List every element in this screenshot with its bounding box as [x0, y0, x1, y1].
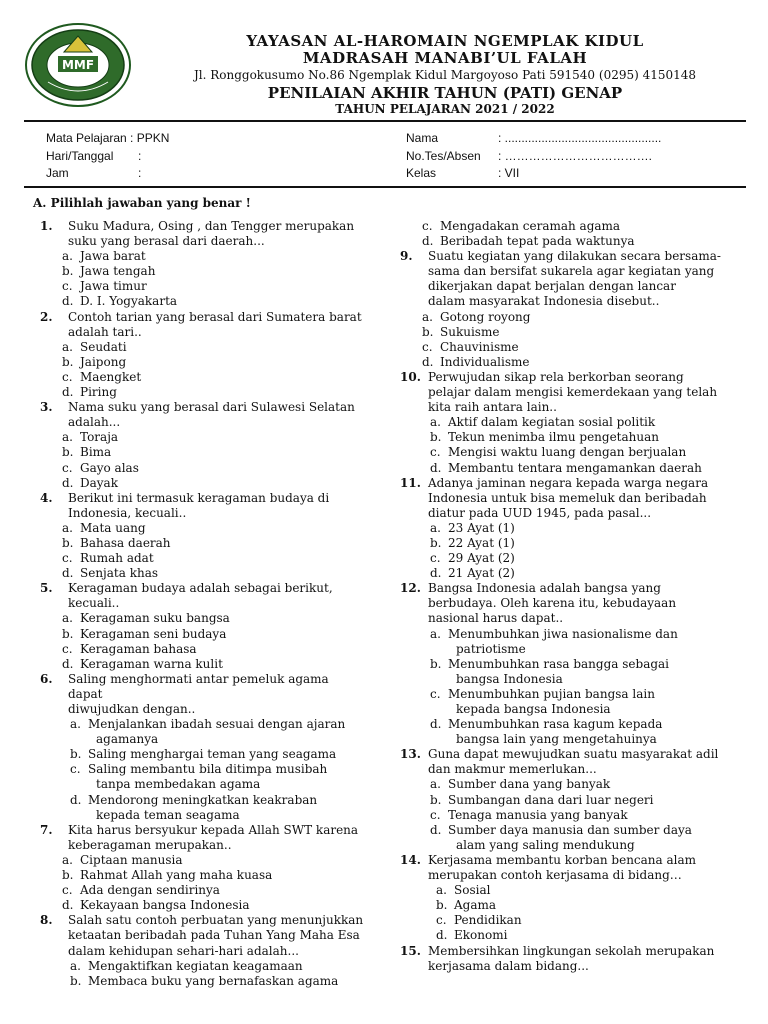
option-text: Keragaman seni budaya: [80, 626, 227, 641]
answer-option: [396, 898, 736, 913]
option-letter: d.: [430, 822, 442, 837]
question-stem: [396, 249, 736, 309]
question-number: 8.: [40, 913, 53, 928]
option-letter: c.: [430, 686, 441, 701]
option-continuation: bangsa lain yang mengetahuinya: [456, 732, 657, 747]
option-letter: a.: [430, 415, 441, 430]
questions-right-column: [396, 219, 736, 974]
question-item: [396, 219, 736, 249]
question-line: kita raih antara lain..: [428, 400, 557, 415]
option-text: Bima: [80, 445, 112, 460]
subject-value: PPKN: [136, 131, 170, 145]
option-text: Rumah adat: [80, 551, 154, 566]
option-text: Kekayaan bangsa Indonesia: [80, 898, 250, 913]
time-label: Jam: [46, 166, 69, 180]
option-letter: b.: [430, 656, 442, 671]
answer-option: [396, 687, 736, 702]
answer-option: [396, 536, 736, 551]
option-text: Menumbuhkan rasa kagum kepada: [448, 717, 663, 732]
question-line: Berikut ini termasuk keragaman budaya di: [68, 490, 330, 505]
option-text: Tekun menimba ilmu pengetahuan: [448, 430, 660, 445]
header-divider: [24, 120, 746, 122]
option-letter: a.: [430, 777, 441, 792]
option-text: Senjata khas: [80, 566, 159, 581]
exam-number-label: No.Tes/Absen: [406, 148, 481, 163]
question-item: [396, 747, 736, 853]
option-text: Menjalankan ibadah sesuai dengan ajaran: [88, 717, 346, 732]
option-text: Bahasa daerah: [80, 535, 171, 550]
option-text: Ciptaan manusia: [80, 852, 183, 867]
option-text: Jawa tengah: [80, 264, 156, 279]
question-number: 15.: [400, 943, 421, 958]
answer-option: [396, 928, 736, 943]
option-text: Aktif dalam kegiatan sosial politik: [448, 415, 656, 430]
option-letter: b.: [62, 868, 74, 883]
class-field: : VII: [498, 166, 520, 180]
question-line: diwujudkan dengan..: [68, 702, 196, 716]
option-text: Menumbuhkan jiwa nasionalisme dan: [448, 626, 678, 641]
answer-option: [396, 793, 736, 808]
option-letter: b.: [62, 535, 74, 550]
option-text: Saling membantu bila ditimpa musibah: [88, 762, 328, 777]
section-title: A. Pilihlah jawaban yang benar !: [33, 196, 251, 210]
option-text: Menumbuhkan rasa bangga sebagai: [448, 656, 670, 671]
option-letter: d.: [62, 385, 74, 400]
option-text: 22 Ayat (1): [448, 535, 515, 550]
option-text: 29 Ayat (2): [448, 551, 515, 566]
answer-option: [396, 461, 736, 476]
answer-option: [396, 777, 736, 792]
option-text: Keragaman warna kulit: [80, 656, 223, 671]
option-letter: d.: [62, 566, 74, 581]
option-letter: b.: [422, 324, 434, 339]
exam-number-field: : ……………………………….: [498, 148, 653, 163]
option-letter: b.: [62, 445, 74, 460]
option-letter: a.: [62, 611, 73, 626]
answer-option: [36, 476, 366, 491]
question-stem: [396, 370, 736, 415]
option-letter: b.: [70, 973, 82, 988]
answer-option: [36, 747, 366, 762]
answer-option: [396, 521, 736, 536]
answer-option: [36, 279, 366, 294]
question-item: [396, 249, 736, 370]
answer-option: [36, 853, 366, 868]
option-letter: c.: [62, 369, 73, 384]
option-letter: b.: [62, 626, 74, 641]
question-item: [396, 853, 736, 944]
question-item: [36, 581, 366, 672]
question-stem: [36, 672, 366, 717]
option-text: Ada dengan sendirinya: [80, 883, 220, 898]
question-number: 13.: [400, 747, 421, 762]
question-line: ketaatan beribadah pada Tuhan Yang Maha Esa: [68, 928, 360, 943]
academic-year: TAHUN PELAJARAN 2021 / 2022: [335, 102, 555, 116]
option-text: Gotong royong: [440, 309, 531, 324]
question-line: Salah satu contoh perbuatan yang menunjukkan: [68, 913, 364, 928]
option-letter: b.: [62, 354, 74, 369]
option-text: Jawa timur: [80, 279, 147, 294]
option-letter: d.: [62, 898, 74, 913]
option-letter: d.: [62, 294, 74, 309]
question-stem: [396, 581, 736, 626]
option-letter: c.: [62, 551, 73, 566]
question-line: dan makmur memerlukan...: [428, 762, 597, 777]
question-line: Suku Madura, Osing , dan Tengger merupakan: [68, 219, 355, 233]
answer-option: [396, 627, 736, 642]
option-text: Jawa barat: [80, 249, 146, 264]
question-number: 4.: [40, 490, 53, 505]
option-text: Dayak: [80, 475, 118, 490]
option-text: Mata uang: [80, 520, 146, 535]
answer-option: [36, 642, 366, 657]
student-info-block: [46, 131, 746, 184]
option-letter: c.: [422, 339, 433, 354]
option-text: Mengaktifkan kegiatan keagamaan: [88, 958, 303, 973]
option-letter: a.: [70, 717, 81, 732]
option-text: Sumber dana yang banyak: [448, 777, 611, 792]
question-stem: [396, 747, 736, 777]
option-letter: c.: [430, 551, 441, 566]
question-number: 10.: [400, 369, 421, 384]
class-label: Kelas: [406, 166, 437, 180]
answer-option: [36, 762, 366, 777]
question-line: Membersihkan lingkungan sekolah merupakan: [428, 943, 715, 958]
name-label: Nama: [406, 131, 439, 145]
option-letter: c.: [62, 883, 73, 898]
option-letter: b.: [430, 535, 442, 550]
question-line: dalam masyarakat Indonesia disebut..: [428, 294, 660, 309]
option-text: Toraja: [80, 430, 119, 445]
question-item: [396, 476, 736, 582]
option-text: Agama: [454, 898, 497, 913]
option-letter: a.: [62, 249, 73, 264]
option-letter: a.: [62, 339, 73, 354]
option-letter: d.: [422, 234, 434, 249]
date-label: Hari/Tanggal: [46, 148, 114, 163]
question-item: [36, 913, 366, 988]
question-line: Suatu kegiatan yang dilakukan secara bersama-: [428, 249, 721, 264]
answer-option: [36, 461, 366, 476]
option-letter: b.: [430, 430, 442, 445]
option-text: Membaca buku yang bernafaskan agama: [88, 973, 339, 988]
question-line: dikerjakan dapat berjalan dengan lancar: [428, 279, 676, 294]
name-field: : ...............................................: [498, 131, 662, 145]
question-line: dalam kehidupan sehari-hari adalah...: [68, 943, 299, 958]
school-logo: [24, 22, 132, 108]
date-separator: :: [138, 148, 142, 163]
option-text: Tenaga manusia yang banyak: [448, 807, 628, 822]
answer-option: [396, 340, 736, 355]
question-line: Nama suku yang berasal dari Sulawesi Selatan: [68, 400, 355, 415]
answer-option: [36, 898, 366, 913]
foundation-name: YAYASAN AL-HAROMAIN NGEMPLAK KIDUL: [246, 32, 644, 50]
option-letter: b.: [62, 264, 74, 279]
option-letter: c.: [62, 279, 73, 294]
question-line: Adanya jaminan negara kepada warga negara: [428, 475, 709, 490]
question-stem: [36, 913, 366, 958]
info-divider: [24, 186, 746, 188]
answer-option: [36, 521, 366, 536]
option-text: 23 Ayat (1): [448, 520, 515, 535]
option-text: Sumbangan dana dari luar negeri: [448, 792, 654, 807]
answer-option: [36, 340, 366, 355]
time-separator: :: [138, 166, 142, 180]
answer-option: [36, 627, 366, 642]
answer-option: [36, 611, 366, 626]
answer-option: [36, 264, 366, 279]
question-number: 3.: [40, 400, 53, 415]
option-continuation: alam yang saling mendukung: [456, 837, 635, 852]
answer-option: [36, 974, 366, 989]
option-letter: a.: [62, 852, 73, 867]
option-text: Saling menghargai teman yang seagama: [88, 747, 337, 762]
answer-option: [396, 566, 736, 581]
option-letter: a.: [422, 309, 433, 324]
answer-option: [36, 536, 366, 551]
answer-option: [396, 823, 736, 838]
option-text: Seudati: [80, 339, 127, 354]
question-stem: [36, 581, 366, 611]
option-continuation: bangsa Indonesia: [456, 671, 563, 686]
option-letter: b.: [436, 898, 448, 913]
question-stem: [396, 476, 736, 521]
option-letter: d.: [422, 354, 434, 369]
question-line: nasional harus dapat..: [428, 611, 564, 626]
question-line: suku yang berasal dari daerah...: [68, 234, 265, 249]
option-letter: b.: [430, 792, 442, 807]
option-letter: a.: [436, 883, 447, 898]
option-letter: a.: [430, 626, 441, 641]
option-letter: d.: [70, 792, 82, 807]
question-line: diatur pada UUD 1945, pada pasal...: [428, 505, 652, 520]
option-text: Pendidikan: [454, 913, 522, 928]
question-item: [36, 400, 366, 491]
answer-option: [396, 657, 736, 672]
option-letter: b.: [70, 747, 82, 762]
option-letter: c.: [422, 219, 433, 233]
question-stem: [36, 491, 366, 521]
option-letter: c.: [430, 445, 441, 460]
answer-option: [396, 325, 736, 340]
question-stem: [36, 400, 366, 430]
question-number: 9.: [400, 249, 413, 264]
option-text: Maengket: [80, 369, 142, 384]
subject-label: Mata Pelajaran : PPKN: [46, 131, 170, 145]
question-item: [396, 944, 736, 974]
option-continuation: patriotisme: [456, 641, 526, 656]
question-line: Perwujudan sikap rela berkorban seorang: [428, 369, 684, 384]
question-item: [36, 219, 366, 310]
school-address: Jl. Ronggokusumo No.86 Ngemplak Kidul Margoyoso Pati 591540 (0295) 4150148: [193, 68, 697, 82]
option-letter: d.: [62, 656, 74, 671]
option-letter: c.: [70, 762, 81, 777]
question-line: Guna dapat mewujudkan suatu masyarakat adil: [428, 747, 719, 762]
option-text: Mengadakan ceramah agama: [440, 219, 621, 233]
answer-option: [36, 883, 366, 898]
option-text: Chauvinisme: [440, 339, 519, 354]
question-stem: [36, 310, 366, 340]
answer-option: [396, 310, 736, 325]
question-line: Saling menghormati antar pemeluk agama dapat: [68, 671, 329, 701]
option-continuation: kepada teman seagama: [96, 807, 240, 822]
answer-option: [36, 657, 366, 672]
answer-option: [36, 355, 366, 370]
option-continuation: agamanya: [96, 732, 159, 747]
option-text: Sumber daya manusia dan sumber daya: [448, 822, 692, 837]
answer-option: [36, 793, 366, 808]
question-line: sama dan bersifat sukarela agar kegiatan yang: [428, 264, 715, 279]
question-line: berbudaya. Oleh karena itu, kebudayaan: [428, 596, 677, 611]
option-text: Gayo alas: [80, 460, 139, 475]
answer-option: [396, 445, 736, 460]
question-number: 12.: [400, 581, 421, 596]
answer-option: [396, 551, 736, 566]
answer-option: [36, 959, 366, 974]
question-item: [36, 823, 366, 914]
question-line: kecuali..: [68, 596, 120, 611]
question-line: kerjasama dalam bidang...: [428, 958, 589, 973]
question-number: 7.: [40, 822, 53, 837]
option-text: Rahmat Allah yang maha kuasa: [80, 868, 273, 883]
question-item: [396, 581, 736, 747]
option-letter: c.: [430, 807, 441, 822]
question-line: Kerjasama membantu korban bencana alam: [428, 852, 697, 867]
question-number: 11.: [400, 475, 421, 490]
question-line: Kita harus bersyukur kepada Allah SWT karena: [68, 822, 359, 837]
option-letter: d.: [430, 717, 442, 732]
option-text: Beribadah tepat pada waktunya: [440, 234, 635, 249]
answer-option: [36, 551, 366, 566]
question-number: 6.: [40, 671, 53, 686]
option-letter: d.: [436, 928, 448, 943]
option-text: Keragaman suku bangsa: [80, 611, 230, 626]
option-letter: c.: [62, 460, 73, 475]
option-text: Menumbuhkan pujian bangsa lain: [448, 686, 655, 701]
option-letter: d.: [430, 460, 442, 475]
question-number: 2.: [40, 309, 53, 324]
logo-text: MMF: [61, 58, 95, 72]
answer-option: [396, 355, 736, 370]
answer-option: [396, 219, 736, 234]
option-text: Sukuisme: [440, 324, 500, 339]
option-continuation: kepada bangsa Indonesia: [456, 702, 611, 716]
option-text: Mengisi waktu luang dengan berjualan: [448, 445, 687, 460]
option-letter: d.: [430, 566, 442, 581]
answer-option: [36, 294, 366, 309]
questions-left-column: [36, 219, 366, 989]
option-text: Mendorong meningkatkan keakraban: [88, 792, 318, 807]
option-text: Piring: [80, 385, 117, 400]
option-letter: c.: [436, 913, 447, 928]
answer-option: [396, 415, 736, 430]
answer-option: [36, 385, 366, 400]
question-line: Indonesia untuk bisa memeluk dan beribadah: [428, 490, 707, 505]
question-line: adalah...: [68, 415, 121, 430]
option-text: Membantu tentara mengamankan daerah: [448, 460, 702, 475]
question-item: [396, 370, 736, 476]
question-line: keberagaman merupakan..: [68, 837, 232, 852]
question-item: [36, 491, 366, 582]
question-line: Contoh tarian yang berasal dari Sumatera barat: [68, 309, 362, 324]
answer-option: [396, 717, 736, 732]
question-line: Bangsa Indonesia adalah bangsa yang: [428, 581, 661, 596]
option-letter: c.: [62, 641, 73, 656]
question-number: 14.: [400, 852, 421, 867]
question-line: adalah tari..: [68, 324, 142, 339]
answer-option: [36, 249, 366, 264]
answer-option: [396, 883, 736, 898]
answer-option: [36, 430, 366, 445]
question-stem: [396, 944, 736, 974]
question-number: 1.: [40, 219, 53, 233]
answer-option: [36, 566, 366, 581]
answer-option: [396, 913, 736, 928]
option-letter: a.: [62, 520, 73, 535]
option-text: Individualisme: [440, 354, 530, 369]
question-stem: [36, 823, 366, 853]
option-continuation: tanpa membedakan agama: [96, 777, 261, 792]
answer-option: [36, 717, 366, 732]
answer-option: [36, 445, 366, 460]
question-item: [36, 310, 366, 401]
question-stem: [36, 219, 366, 249]
page-header: [0, 0, 768, 124]
option-text: Sosial: [454, 883, 491, 898]
option-letter: a.: [62, 430, 73, 445]
answer-option: [36, 868, 366, 883]
question-line: merupakan contoh kerjasama di bidang…: [428, 868, 682, 883]
question-item: [36, 672, 366, 823]
question-stem: [396, 853, 736, 883]
question-line: Indonesia, kecuali..: [68, 505, 187, 520]
answer-option: [396, 430, 736, 445]
option-letter: d.: [62, 475, 74, 490]
option-text: 21 Ayat (2): [448, 566, 515, 581]
answer-option: [36, 370, 366, 385]
option-letter: a.: [430, 520, 441, 535]
answer-option: [396, 808, 736, 823]
exam-title: PENILAIAN AKHIR TAHUN (PATI) GENAP: [267, 84, 623, 102]
question-number: 5.: [40, 581, 53, 596]
option-text: Ekonomi: [454, 928, 508, 943]
option-text: Jaipong: [80, 354, 127, 369]
option-text: Keragaman bahasa: [80, 641, 197, 656]
school-name: MADRASAH MANABI’UL FALAH: [302, 49, 588, 67]
question-line: Keragaman budaya adalah sebagai berikut,: [68, 581, 333, 596]
question-line: pelajar dalam mengisi kemerdekaan yang telah: [428, 385, 718, 400]
option-text: D. I. Yogyakarta: [80, 294, 178, 309]
answer-option: [396, 234, 736, 249]
option-letter: a.: [70, 958, 81, 973]
